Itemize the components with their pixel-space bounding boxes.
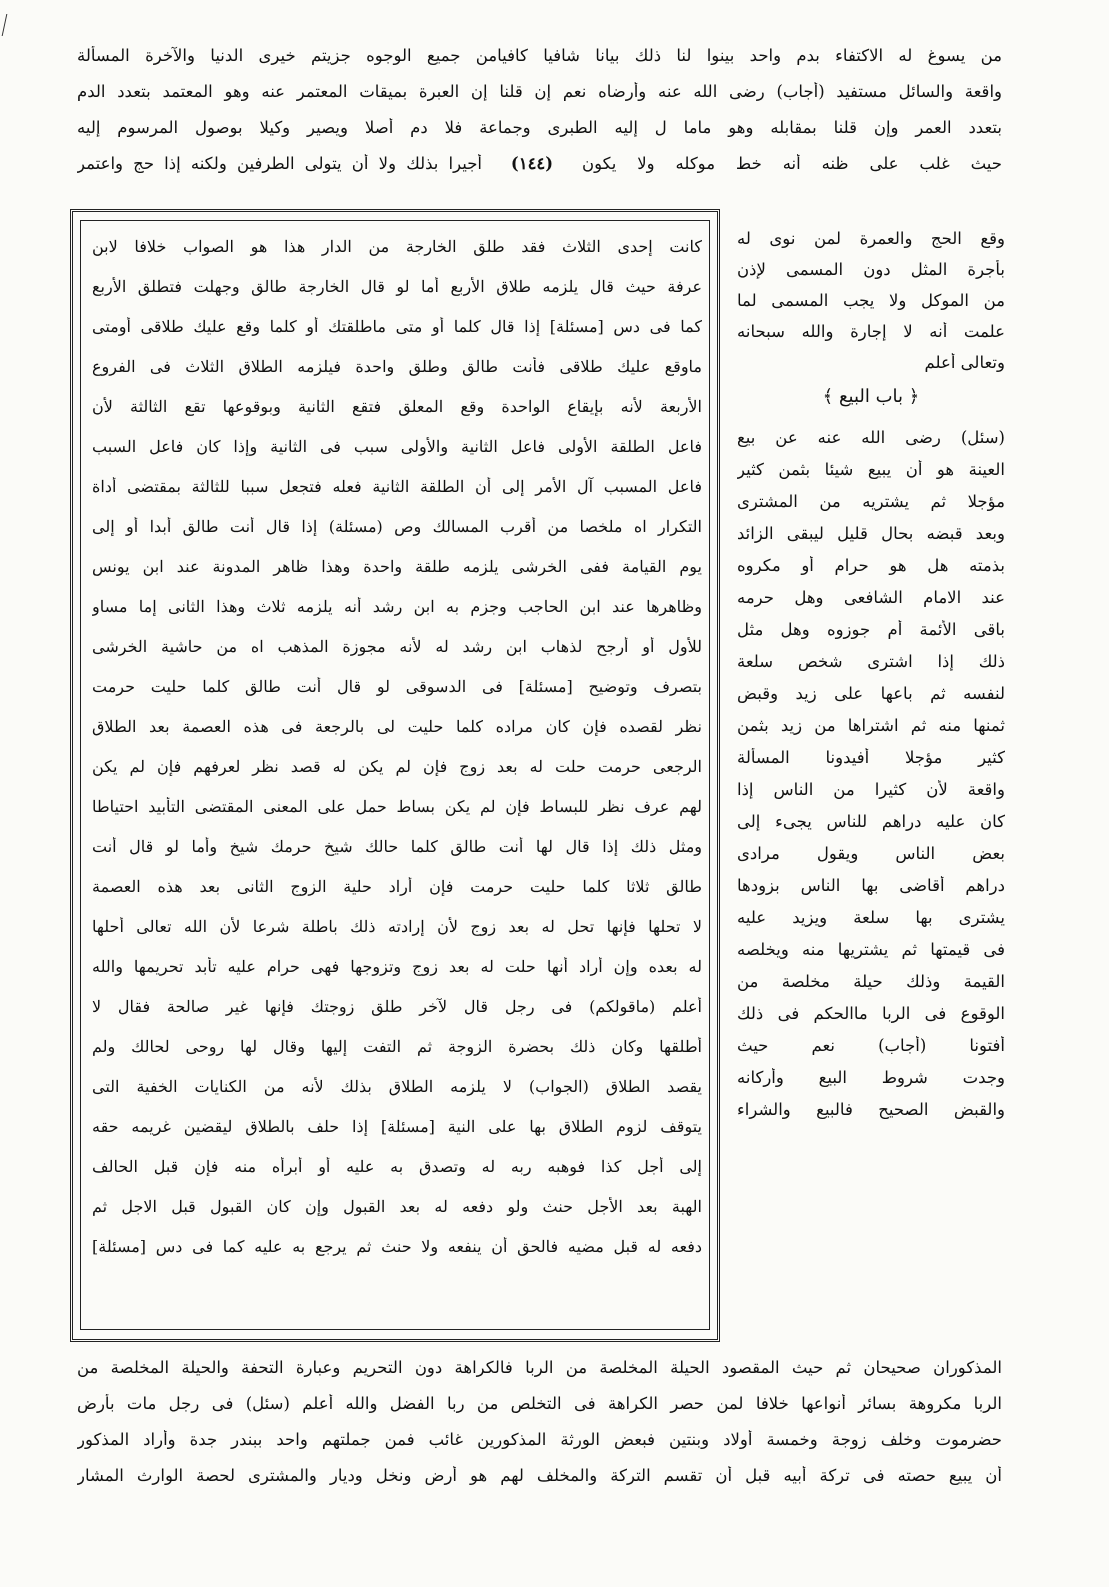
side-line: من الموكل ولا يجب المسمى لما — [737, 291, 1005, 310]
side-line: أفتونا (أجاب) نعم حيث — [737, 1036, 1005, 1055]
margin-pen-mark — [2, 14, 18, 36]
text-line: بتعدد العمر وإن قلنا بمقابله وهو ماما ل إليه الطبرى وجماعة فلا دم أصلا ويصير وكيلا بوصول المرسوم إليه — [77, 118, 1002, 137]
box-line: له بعده وإن أراد أنها حلت له بعد زوج وتزوجها فهى حرام عليه تأبد تحريمها والله — [92, 957, 702, 976]
side-line: كان عليه دراهم للناس يجىء إلى — [737, 812, 1005, 831]
box-line: وظاهرها عند ابن الحاجب وجزم به ابن رشد أنه يلزمه ثلاث وهذا الثانى إما مساو — [92, 597, 702, 616]
box-line: لهم عرف نظر للبساط فإن لم يكن بساط حمل على المعنى المقتضى التأبيد احتياطا — [92, 797, 702, 816]
box-line: الأربعة لأنه بإيقاع الواحدة وقع المعلق فتقع الثانية وبوقوعها تقع الثالثة لأن — [92, 397, 702, 416]
page-number: (١٤٤) — [510, 154, 554, 173]
text-line: الربا مكروهة بسائر أنواعها خلافا لمن حصر الكراهة فى التخلص من ربا الفضل والله أعلم (سئل) فى رجل مات بأرض — [77, 1394, 1002, 1413]
side-line: كثير مؤجلا أفيدونا المسألة — [737, 748, 1005, 767]
box-line: يتوقف لزوم الطلاق بها على النية [مسئلة] إذا حلف بالطلاق ليقضين غريمه حقه — [92, 1117, 702, 1136]
box-line: طالق ثلاثا كلما حليت حرمت فإن أراد حلية الزوج الثانى بعد هذه العصمة — [92, 877, 702, 896]
box-line: فاعل الطلقة الأولى فاعل الثانية والأولى سبب فى الثانية وإذا كان فاعل السبب — [92, 437, 702, 456]
side-line: وجدت شروط البيع وأركانه — [737, 1068, 1005, 1087]
side-line: ثمنها منه ثم اشتراها من زيد بثمن — [737, 716, 1005, 735]
box-line: كانت إحدى الثلاث فقد طلق الخارجة من الدار هذا هو الصواب خلافا لابن — [92, 237, 702, 256]
side-line: فى قيمتها ثم يشتريها منه ويخلصه — [737, 940, 1005, 959]
side-line: بذمته هل هو حرام أو مكروه — [737, 556, 1005, 575]
side-line: عند الامام الشافعى وهل حرمه — [737, 588, 1005, 607]
side-line: بأجرة المثل دون المسمى لإذن — [737, 260, 1005, 279]
text-line: أن يبيع حصته فى تركة أبيه قبل أن تقسم التركة والمخلف لهم هو أرض ونخل وديار والمشترى لحصة الوارث المشار — [77, 1466, 1002, 1485]
side-line: علمت أنه لا إجارة والله سبحانه — [737, 322, 1005, 341]
text-line: من يسوغ له الاكتفاء بدم واحد بينوا لنا ذلك بيانا شافيا كافيامن جميع الوجوه جزيتم خيرى الدنيا والآخرة المسألة — [77, 46, 1002, 65]
box-line: يوم القيامة ففى الخرشى يلزمه طلقة واحدة وهذا ظاهر المدونة عند ابن يونس — [92, 557, 702, 576]
side-line: وبعد قبضه بحال قليل ليبقى الزائد — [737, 524, 1005, 543]
side-line: وقع الحج والعمرة لمن نوى له — [737, 229, 1005, 248]
side-line: والقبض الصحيح فالبيع والشراء — [737, 1100, 1005, 1119]
top-line-with-page-number — [77, 154, 1002, 176]
box-line: الرجعى حرمت حلت له بعد زوج فإن لم يكن له قصد نظر لعرفهم فإن لم يكن — [92, 757, 702, 776]
text-line: المذكوران صحيحان ثم حيث المقصود الحيلة المخلصة من الربا فالكراهة دون التحريم وعبارة التحفة والحيلة المخلصة من — [77, 1358, 1002, 1377]
box-line: أطلقها وكان ذلك بحضرة الزوجة ثم التفت إليها وقال لها روحى لحالك ولم — [92, 1037, 702, 1056]
side-line: ذلك إذا اشترى شخص سلعة — [737, 652, 1005, 671]
side-line: العينة هو أن يبيع شيئا بثمن كثير — [737, 460, 1005, 479]
box-line: يقصد الطلاق (الجواب) لا يلزمه الطلاق بذلك لأنه من الكنايات الخفية التى — [92, 1077, 702, 1096]
side-line: باقى الأئمة أم جوزوه وهل مثل — [737, 620, 1005, 639]
side-line: الوقوع فى الربا ماالحكم فى ذلك — [737, 1004, 1005, 1023]
side-line: دراهم أقاضى بها الناس بزودها — [737, 876, 1005, 895]
box-line: ماوقع عليك طلاقى فأنت طالق وطلق واحدة فيلزمه الطلاق الثلاث فى الفروع — [92, 357, 702, 376]
side-line: واقعة لأن كثيرا من الناس إذا — [737, 780, 1005, 799]
side-line: مؤجلا ثم يشتريه من المشترى — [737, 492, 1005, 511]
box-line: للأول أو أرجح لذهاب ابن رشد له لأنه مجوزة المذهب اه من حاشية الخرشى — [92, 637, 702, 656]
box-line: بتصرف وتوضيح [مسئلة] فى الدسوقى لو قال أنت طالق كلما حليت حرمت — [92, 677, 702, 696]
side-line: (سئل) رضى الله عنه عن بيع — [737, 428, 1005, 447]
section-heading: ﴿ باب البيع ﴾ — [822, 387, 920, 407]
text-line: أجيرا بذلك ولا أن يتولى الطرفين ولكنه إذا حج واعتمر — [77, 154, 482, 173]
box-line: لا تحلها فإنها تحل له بعد زوج لأن إرادته ذلك باطلة شرعا لأن الله تعالى أحلها — [92, 917, 702, 936]
side-line: القيمة وذلك حيلة مخلصة من — [737, 972, 1005, 991]
side-line: بعض الناس ويقول مرادى — [737, 844, 1005, 863]
side-line: يشترى بها سلعة ويزيد عليه — [737, 908, 1005, 927]
text-line: حيث غلب على ظنه أنه خط موكله ولا يكون — [582, 154, 1002, 173]
box-line: فاعل المسبب آل الأمر إلى أن الطلقة الثانية فعله فتجعل سببا للثالثة بمقتضى أداة — [92, 477, 702, 496]
box-line: أعلم (ماقولكم) فى رجل قال لآخر طلق زوجتك فإنها غير صالحة فقال لا — [92, 997, 702, 1016]
box-line: إلى أجل كذا فوهبه ربه له وتصدق به عليه أو أبرأه منه فإن قبل الحالف — [92, 1157, 702, 1176]
side-line: لنفسه ثم باعها على زيد وقبض — [737, 684, 1005, 703]
box-line: دفعه له قبل مضيه فالحق أن ينفعه ولا حنث ثم يرجع به عليه كما فى دس [مسئلة] — [92, 1237, 702, 1256]
box-line: عرفة حيث قال يلزمه طلاق الأربع أما لو قال الخارجة طالق وجهلت فتطلق الأربع — [92, 277, 702, 296]
text-line: واقعة والسائل مستفيد (أجاب) رضى الله عنه وأرضاه نعم إن قلنا إن العبرة بميقات المعتمر عنه وهو المعتمد بتعدد الدم — [77, 82, 1002, 101]
side-line: وتعالى أعلم — [924, 353, 1005, 372]
box-line: ومثل ذلك إذا قال لها أنت طالق كلما حالك شيخ حرمك شيخ وأما لو قال أنت — [92, 837, 702, 856]
box-line: نظر لقصده فإن كان مراده كلما حليت لى بالرجعة فى هذه العصمة بعد الطلاق — [92, 717, 702, 736]
box-line: التكرار اه ملخصا من أقرب المسالك وص (مسئلة) إذا قال أنت طالق أبدا أو إلى — [92, 517, 702, 536]
box-line: كما فى دس [مسئلة] إذا قال كلما أو متى ماطلقتك أو كلما وقع عليك طلاقى أومتى — [92, 317, 702, 336]
text-line: حضرموت وخلف زوجة وخمسة أولاد وبنتين فبعض الورثة المذكورين غائب فمن جملتهم واحد ببندر جدة وأراد المذكور — [77, 1430, 1002, 1449]
box-line: الهبة بعد الأجل حنث ولو دفعه له بعد القبول وإن كان القبول قبل الاجل ثم — [92, 1197, 702, 1216]
